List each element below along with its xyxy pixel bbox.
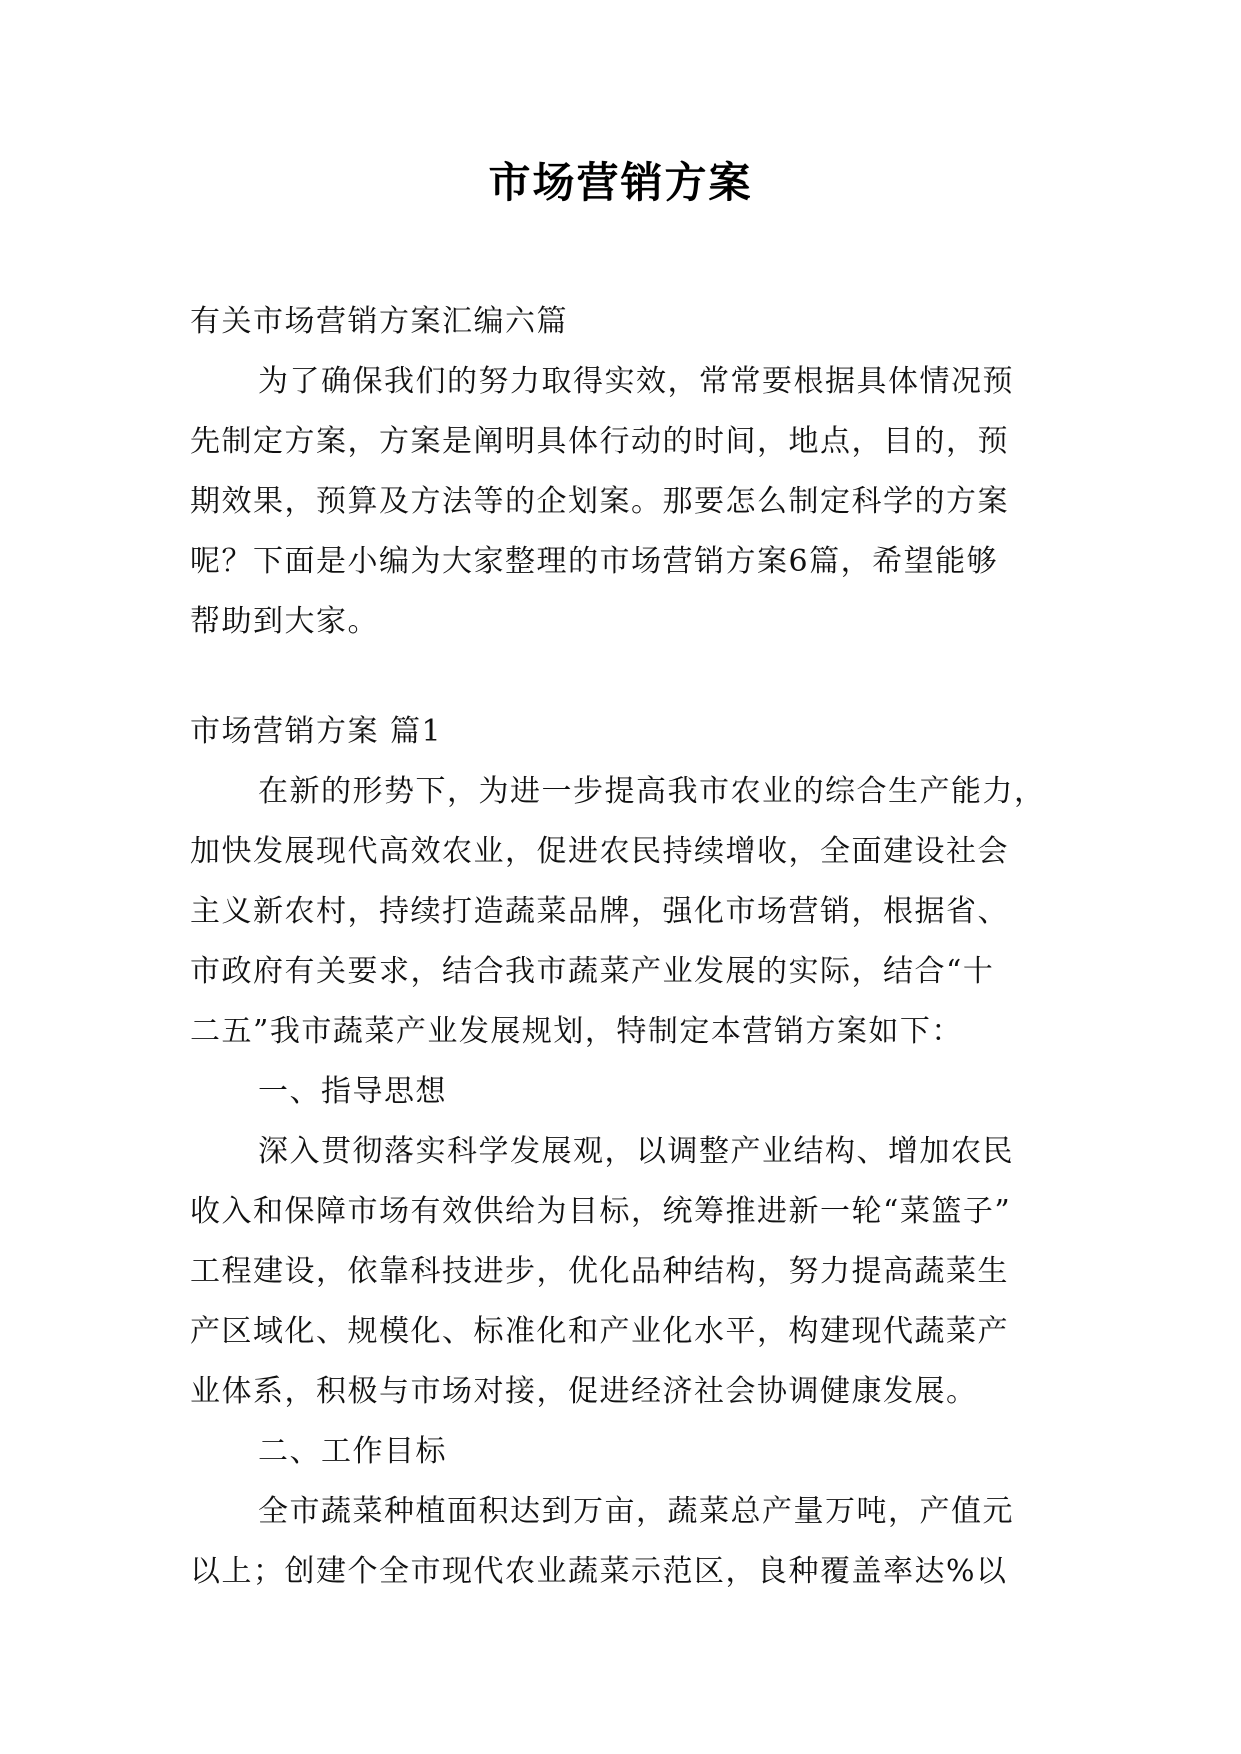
paragraph-line: 先制定方案，方案是阐明具体行动的时间，地点，目的，预	[190, 424, 1009, 459]
paragraph-line: 业体系，积极与市场对接，促进经济社会协调健康发展。	[190, 1374, 978, 1409]
subheading-guiding-thought: 一、指导思想	[258, 1074, 447, 1109]
paragraph-line: 为了确保我们的努力取得实效，常常要根据具体情况预	[258, 364, 1014, 399]
paragraph-line: 加快发展现代高效农业，促进农民持续增收，全面建设社会	[190, 834, 1009, 869]
paragraph-line: 帮助到大家。	[190, 604, 379, 639]
paragraph-line: 深入贯彻落实科学发展观，以调整产业结构、增加农民	[258, 1134, 1014, 1169]
paragraph-line: 工程建设，依靠科技进步，优化品种结构，努力提高蔬菜生	[190, 1254, 1009, 1289]
paragraph-line: 市政府有关要求，结合我市蔬菜产业发展的实际，结合“十	[190, 954, 995, 989]
paragraph-line: 主义新农村，持续打造蔬菜品牌，强化市场营销，根据省、	[190, 894, 1009, 929]
paragraph-line: 期效果，预算及方法等的企划案。那要怎么制定科学的方案	[190, 484, 1009, 519]
document-title: 市场营销方案	[488, 158, 753, 207]
paragraph-line: 全市蔬菜种植面积达到万亩，蔬菜总产量万吨，产值元	[258, 1494, 1014, 1529]
paragraph-line: 收入和保障市场有效供给为目标，统筹推进新一轮“菜篮子”	[190, 1194, 1012, 1229]
paragraph-line: 在新的形势下，为进一步提高我市农业的综合生产能力，	[258, 774, 1046, 809]
paragraph-line: 呢？下面是小编为大家整理的市场营销方案6篇，希望能够	[190, 544, 999, 579]
section-heading: 市场营销方案 篇1	[190, 714, 443, 749]
intro-heading: 有关市场营销方案汇编六篇	[190, 304, 568, 339]
document-body	[190, 292, 1060, 1602]
subheading-work-goals: 二、工作目标	[258, 1434, 447, 1469]
paragraph-line: 产区域化、规模化、标准化和产业化水平，构建现代蔬菜产	[190, 1314, 1009, 1349]
paragraph-line: 以上；创建个全市现代农业蔬菜示范区，良种覆盖率达%以	[190, 1554, 1008, 1589]
paragraph-line: 二五”我市蔬菜产业发展规划，特制定本营销方案如下：	[190, 1014, 963, 1049]
